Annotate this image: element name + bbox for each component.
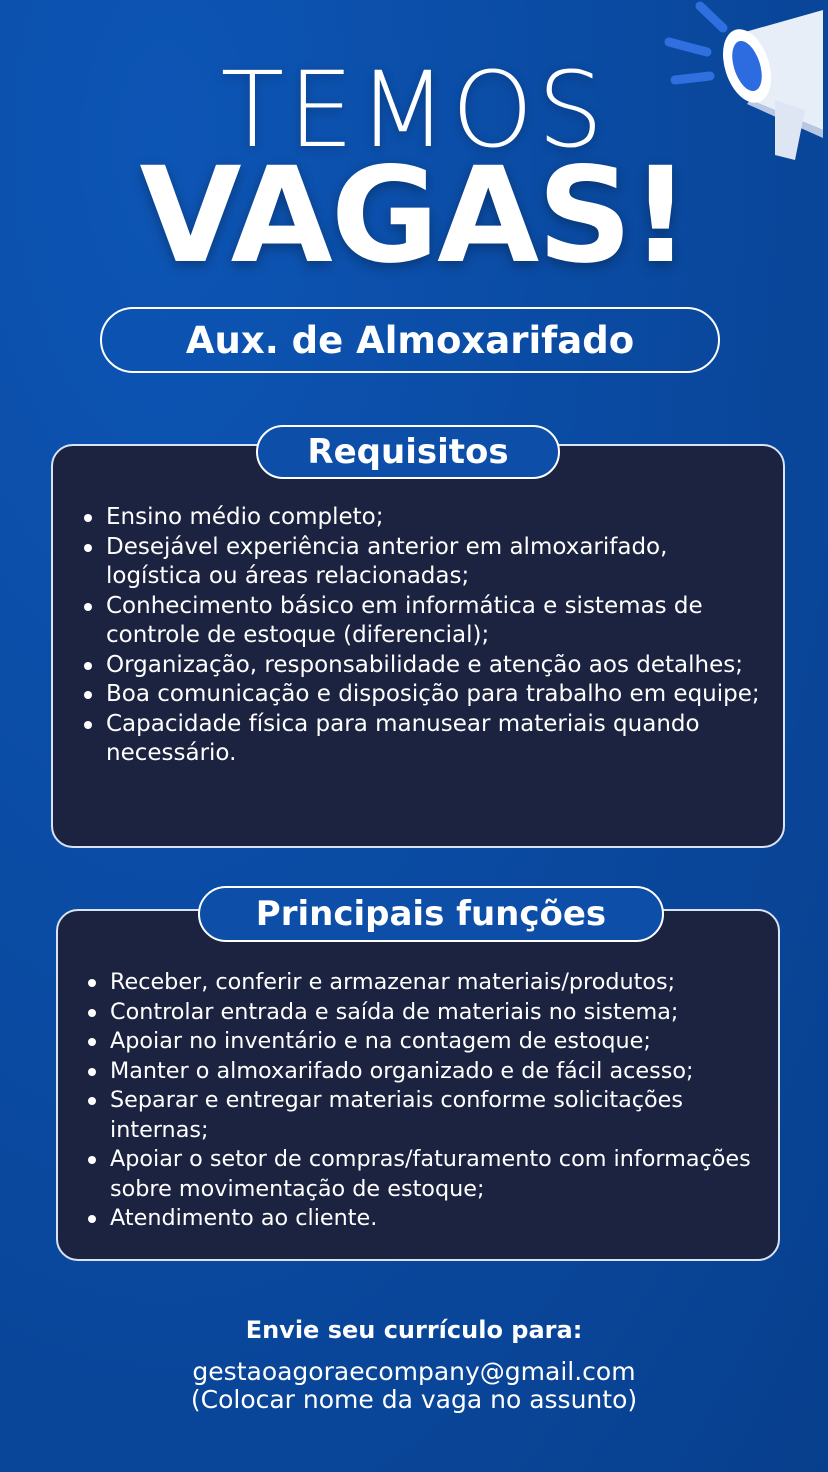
list-item: Manter o almoxarifado organizado e de fácil acesso; [84,1057,774,1087]
contact-note: (Colocar nome da vaga no assunto) [190,1385,638,1414]
list-item: Capacidade física para manusear materiais quando necessário. [80,710,770,769]
headline-vagas: VAGAS! [139,139,689,293]
list-item: Receber, conferir e armazenar materiais/produtos; [84,968,774,998]
list-item: Apoiar o setor de compras/faturamento com informações sobre movimentação de estoque; [84,1145,774,1204]
list-item: Separar e entregar materiais conforme solicitações internas; [84,1086,774,1145]
list-item: Ensino médio completo; [80,503,770,533]
list-item: Desejável experiência anterior em almoxarifado, logística ou áreas relacionadas; [80,533,770,592]
cta-label: Envie seu currículo para: [245,1316,583,1344]
list-item: Organização, responsabilidade e atenção aos detalhes; [80,651,770,681]
functions-title: Principais funções [198,886,664,942]
headline-temos: TEMOS [220,49,608,171]
list-item: Conhecimento básico em informática e sistemas de controle de estoque (diferencial); [80,592,770,651]
requirements-title: Requisitos [256,425,560,479]
position-title: Aux. de Almoxarifado [100,307,720,373]
list-item: Boa comunicação e disposição para trabalho em equipe; [80,680,770,710]
list-item: Apoiar no inventário e na contagem de estoque; [84,1027,774,1057]
list-item: Controlar entrada e saída de materiais no sistema; [84,998,774,1028]
list-item: Atendimento ao cliente. [84,1204,774,1234]
requirements-list [80,503,770,769]
functions-list [84,968,774,1234]
contact-email[interactable]: gestaoagoraecompany@gmail.com [192,1357,636,1386]
